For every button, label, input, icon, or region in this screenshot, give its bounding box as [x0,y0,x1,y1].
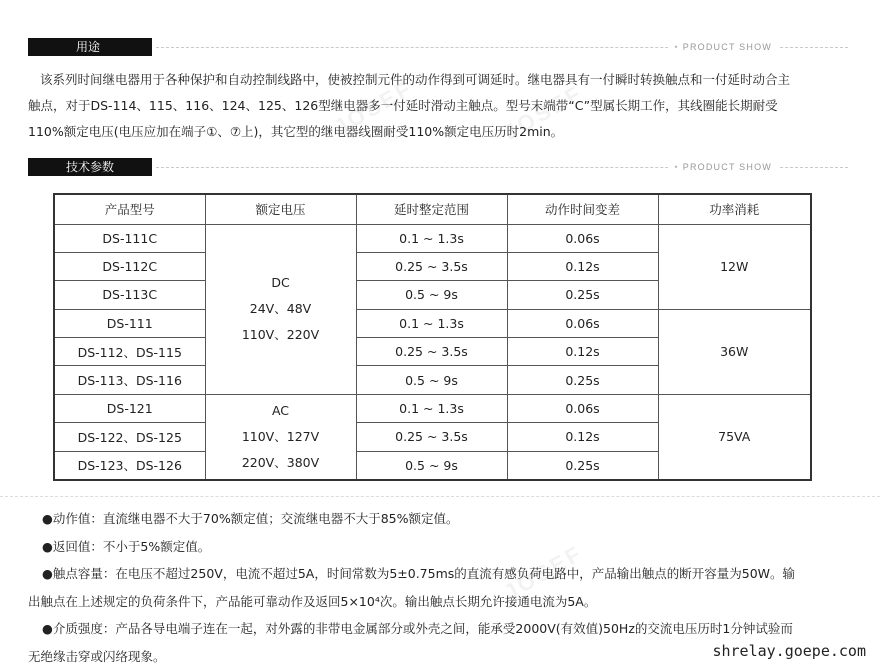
header-power: 功率消耗 [658,194,811,224]
usage-line: 该系列时间继电器用于各种保护和自动控制线路中，使被控制元件的动作得到可调延时。继电器具有一付瞬时转换触点和一付延时动合主 [40,72,791,87]
cell-variance: 0.12s [507,423,658,451]
usage-line: 110%额定电压(电压应加在端子①、⑦上)，其它型的继电器线圈耐受110%额定电压历时2min。 [28,124,564,139]
table-row [54,224,811,252]
cell-range: 0.1 ~ 1.3s [356,309,507,337]
cell-range: 0.5 ~ 9s [356,281,507,309]
cell-model: DS-111C [54,224,205,252]
header-model: 产品型号 [54,194,205,224]
usage-paragraph [28,67,850,145]
cell-model: DS-112、DS-115 [54,338,205,366]
cell-voltage-ac [205,394,356,479]
cell-model: DS-113、DS-116 [54,366,205,394]
cell-variance: 0.06s [507,224,658,252]
table-header-row [54,194,811,224]
cell-model: DS-112C [54,252,205,280]
table-row [54,309,811,337]
cell-variance: 0.25s [507,451,658,479]
watermark-logo: JOSEF [329,74,418,141]
watermark-logo: JOSEF [499,79,588,146]
usage-line: 触点，对于DS-114、115、116、124、125、126型继电器多一付延时滑动主触点。型号末端带“C”型属长期工作，其线圈能长期耐受 [28,98,778,113]
note-operate-value: ●动作值：直流继电器不大于70%额定值；交流继电器不大于85%额定值。 [42,511,459,526]
note-contact-capacity-cont: 出触点在上述规定的负荷条件下，产品能可靠动作及返回5×10⁴次。输出触点长期允许接通电流为5A。 [28,593,597,609]
cell-model: DS-122、DS-125 [54,423,205,451]
cell-variance: 0.06s [507,394,658,422]
note-dielectric-strength: ●介质强度：产品各导电端子连在一起，对外露的非带电金属部分或外壳之间，能承受2000V(有效值)50Hz的交流电压历时1分钟试验而 [42,621,793,636]
cell-power: 12W [658,224,811,309]
cell-range: 0.5 ~ 9s [356,366,507,394]
cell-range: 0.1 ~ 1.3s [356,224,507,252]
cell-range: 0.25 ~ 3.5s [356,338,507,366]
section-title-usage: 用途 [28,38,152,56]
section-en-label: • PRODUCT SHOW [668,160,778,174]
header-voltage: 额定电压 [205,194,356,224]
cell-range: 0.25 ~ 3.5s [356,252,507,280]
cell-power: 36W [658,309,811,394]
cell-variance: 0.25s [507,281,658,309]
spec-table [53,193,812,481]
cell-range: 0.5 ~ 9s [356,451,507,479]
site-url[interactable]: shrelay.goepe.com [712,642,866,660]
voltage-line: DC [271,275,290,291]
voltage-line: 110V、220V [241,327,320,343]
cell-voltage-dc [205,224,356,394]
cell-model: DS-111 [54,309,205,337]
table-row [54,394,811,422]
content-divider [0,496,880,497]
voltage-line: 24V、48V [249,301,312,317]
watermark-logo: JOSEF [499,539,588,606]
section-header-usage [28,38,848,56]
voltage-line: 110V、127V [241,428,320,444]
voltage-line: 220V、380V [241,454,320,470]
header-range: 延时整定范围 [356,194,507,224]
cell-variance: 0.25s [507,366,658,394]
dot-icon: • [674,162,679,172]
cell-model: DS-123、DS-126 [54,451,205,479]
cell-range: 0.1 ~ 1.3s [356,394,507,422]
cell-variance: 0.12s [507,252,658,280]
section-header-specs [28,158,848,176]
cell-range: 0.25 ~ 3.5s [356,423,507,451]
cell-variance: 0.06s [507,309,658,337]
note-dielectric-strength-cont: 无绝缘击穿或闪络现象。 [28,648,166,664]
dot-icon: • [674,42,679,52]
voltage-line: AC [271,402,290,418]
section-en-label: • PRODUCT SHOW [668,40,778,54]
cell-model: DS-113C [54,281,205,309]
note-contact-capacity: ●触点容量：在电压不超过250V，电流不超过5A，时间常数为5±0.75ms的直流有感负荷电路中，产品输出触点的断开容量为50W。输 [42,566,796,581]
note-return-value: ●返回值：不小于5%额定值。 [42,538,211,554]
cell-power: 75VA [658,394,811,479]
header-variance: 动作时间变差 [507,194,658,224]
section-title-specs: 技术参数 [28,158,152,176]
cell-variance: 0.12s [507,338,658,366]
cell-model: DS-121 [54,394,205,422]
